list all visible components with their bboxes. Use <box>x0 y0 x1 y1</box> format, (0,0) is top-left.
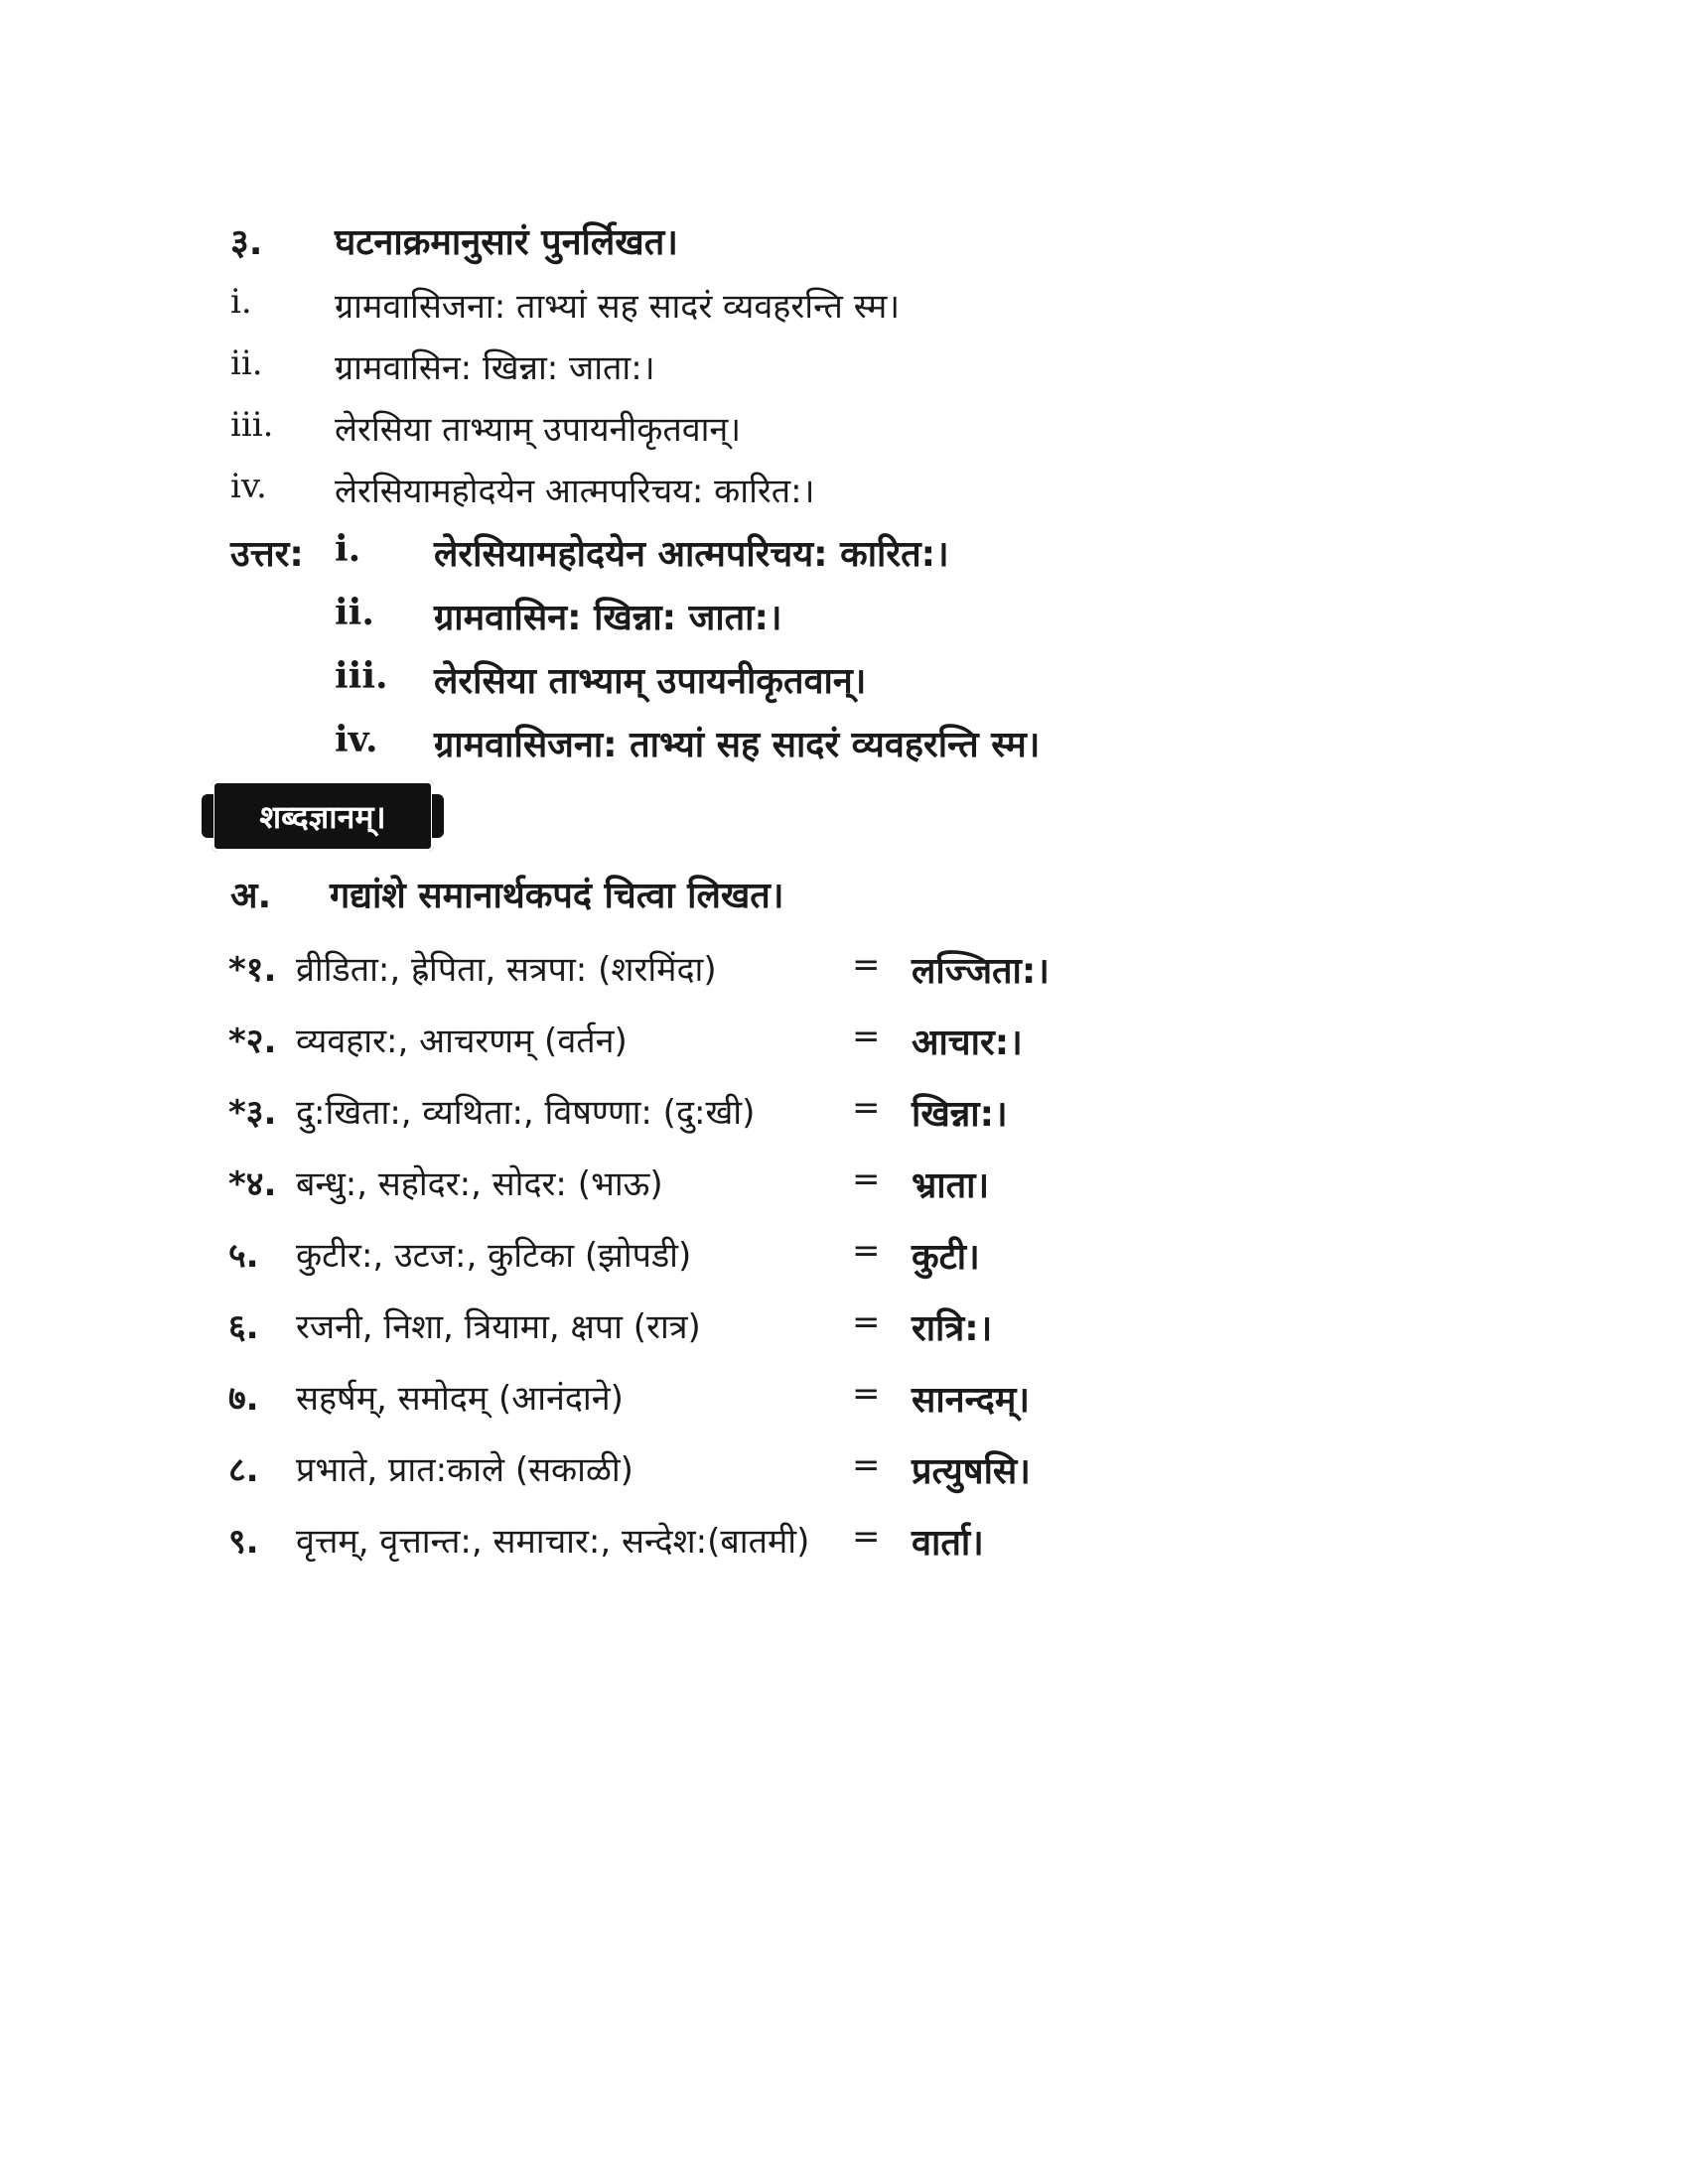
answer-text: लेरसियामहोदयेन आत्मपरिचय: कारित:। <box>434 534 949 575</box>
word-row <box>228 1231 1420 1281</box>
word-answer: आचार:। <box>912 1023 1023 1063</box>
word-row <box>228 1517 1420 1567</box>
word-synonyms: व्रीडिता:, ह्रेपिता, सत्रपा: (शरमिंदा) <box>296 950 717 990</box>
equals-sign: = <box>852 1374 881 1414</box>
word-synonyms: रजनी, निशा, त्रियामा, क्षपा (रात्र) <box>296 1307 701 1347</box>
word-row <box>228 1445 1420 1495</box>
word-number: *४. <box>228 1164 277 1204</box>
answer-row <box>230 655 1521 705</box>
option-text: ग्रामवासिन: खिन्ना: जाता:। <box>335 348 655 388</box>
answer-number: iii. <box>335 655 388 697</box>
word-answer: खिन्ना:। <box>912 1094 1008 1135</box>
section-badge <box>211 780 434 852</box>
question-instruction: घटनाक्रमानुसारं पुनर्लिखत। <box>335 222 678 263</box>
word-synonyms: दु:खिता:, व्यथिता:, विषण्णा: (दु:खी) <box>296 1093 756 1133</box>
equals-sign: = <box>852 1445 881 1485</box>
option-text: लेरसिया ताभ्याम् उपायनीकृतवान्। <box>335 410 742 450</box>
word-row <box>228 1088 1420 1138</box>
word-synonyms: वृत्तम्, वृत्तान्त:, समाचार:, सन्देश:(बातमी) <box>296 1522 810 1562</box>
answer-number: ii. <box>335 592 374 633</box>
answer-number: iv. <box>335 719 378 760</box>
equals-sign: = <box>852 1302 881 1342</box>
word-synonyms: प्रभाते, प्रात:काले (सकाळी) <box>296 1450 633 1490</box>
word-row <box>228 1374 1420 1424</box>
subquestion-instruction: गद्यांशे समानार्थकपदं चित्वा लिखत। <box>330 876 784 916</box>
word-answer: लज्जिता:। <box>912 951 1050 992</box>
word-answer: सानन्दम्। <box>912 1380 1031 1421</box>
word-number: *२. <box>228 1022 277 1061</box>
word-answer: वार्ता। <box>912 1523 984 1564</box>
word-number: ९. <box>228 1522 259 1562</box>
section-badge-label: शब्दज्ञानम्। <box>259 797 386 836</box>
option-number: i. <box>230 282 252 322</box>
word-answer: रात्रि:। <box>912 1308 993 1349</box>
word-synonyms: बन्धु:, सहोदर:, सोदर: (भाऊ) <box>296 1164 663 1204</box>
subquestion-number: अ. <box>230 876 272 916</box>
option-number: ii. <box>230 343 263 383</box>
word-answer: प्रत्युषसि। <box>912 1451 1031 1492</box>
answer-row <box>230 528 1521 578</box>
subquestion-heading <box>230 870 1422 919</box>
answer-text: ग्रामवासिन: खिन्ना: जाता:। <box>434 598 782 638</box>
word-number: *१. <box>228 950 277 990</box>
option-number: iii. <box>230 405 274 445</box>
word-number: ५. <box>228 1236 259 1276</box>
question-number: ३. <box>230 222 263 263</box>
answer-text: लेरसिया ताभ्याम् उपायनीकृतवान्। <box>434 661 867 702</box>
word-number: ६. <box>228 1307 259 1347</box>
option-number: iv. <box>230 467 267 506</box>
word-number: ७. <box>228 1379 259 1419</box>
answer-text: ग्रामवासिजना: ताभ्यां सह सादरं व्यवहरन्ति स्म। <box>434 725 1041 765</box>
answer-row <box>230 592 1521 641</box>
option-row <box>230 282 1422 328</box>
equals-sign: = <box>852 945 881 985</box>
equals-sign: = <box>852 1088 881 1128</box>
word-row <box>228 1017 1420 1066</box>
answer-number: i. <box>335 528 361 570</box>
option-row <box>230 467 1422 512</box>
equals-sign: = <box>852 1017 881 1056</box>
word-number: ८. <box>228 1450 259 1490</box>
word-synonyms: व्यवहार:, आचरणम् (वर्तन) <box>296 1022 628 1061</box>
word-synonyms: सहर्षम्, समोदम् (आनंदाने) <box>296 1379 624 1419</box>
word-number: *३. <box>228 1093 277 1133</box>
option-text: लेरसियामहोदयेन आत्मपरिचय: कारित:। <box>335 472 815 511</box>
equals-sign: = <box>852 1517 881 1557</box>
equals-sign: = <box>852 1160 881 1199</box>
word-row <box>228 945 1420 995</box>
equals-sign: = <box>852 1231 881 1271</box>
word-answer: भ्राता। <box>912 1165 990 1206</box>
option-text: ग्रामवासिजना: ताभ्यां सह सादरं व्यवहरन्ति स्म। <box>335 287 901 327</box>
question-heading <box>230 216 1422 266</box>
word-synonyms: कुटीर:, उटज:, कुटिका (झोपडी) <box>296 1236 692 1276</box>
option-row <box>230 405 1422 451</box>
word-row <box>228 1160 1420 1209</box>
option-row <box>230 343 1422 389</box>
word-answer: कुटी। <box>912 1237 980 1278</box>
answer-row <box>230 719 1521 768</box>
word-row <box>228 1302 1420 1352</box>
answer-label: उत्तर: <box>230 534 304 575</box>
